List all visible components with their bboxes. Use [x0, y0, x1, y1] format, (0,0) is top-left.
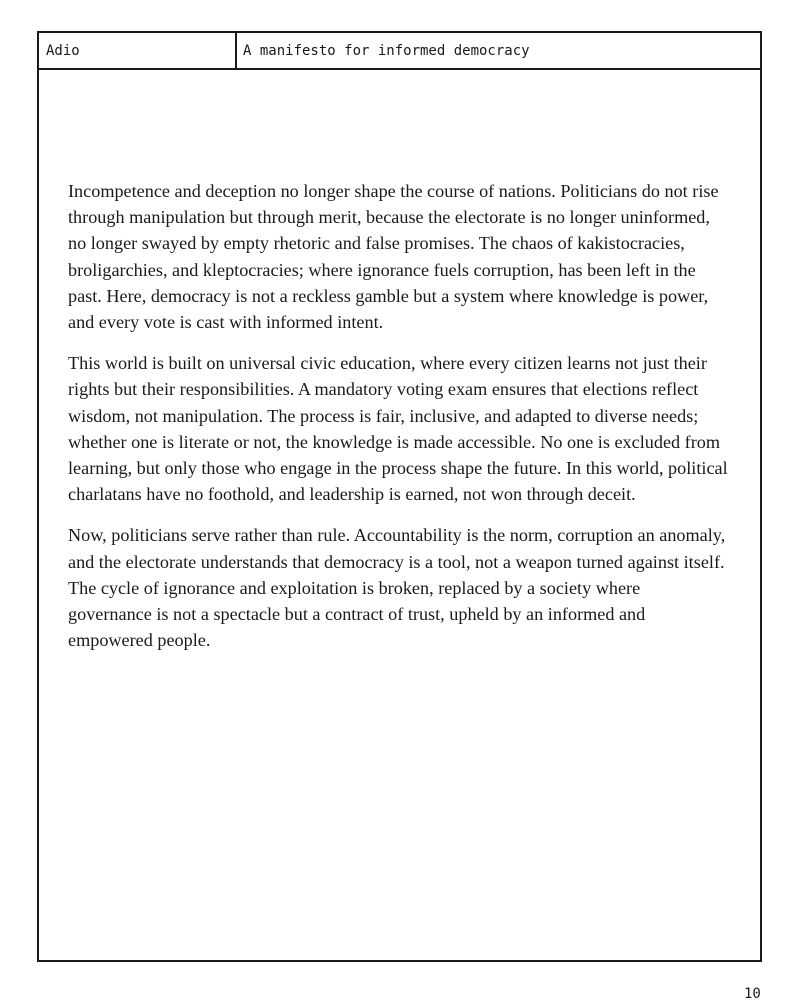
header-bar	[39, 33, 760, 70]
body-text	[68, 178, 728, 668]
page-number: 10	[744, 986, 761, 1002]
paragraph-3: Now, politicians serve rather than rule. Accountability is the norm, corruption an anomaly, and the electorate understands that democracy is a tool, not a weapon turned against itself. The cycle of ignorance and exploitation is broken, replaced by a society where governance is not a spectacle but a contract of trust, upheld by an informed and empowered people.	[68, 525, 726, 651]
document-title: A manifesto for informed democracy	[243, 42, 530, 59]
title-cell	[237, 33, 760, 68]
page-frame	[37, 31, 762, 962]
author-cell	[39, 33, 237, 68]
author-name: Adio	[46, 42, 80, 59]
paragraph-2: This world is built on universal civic education, where every citizen learns not just their rights but their responsibilities. A mandatory voting exam ensures that elections reflect wisdom, not manipulation. The process is fair, inclusive, and adapted to diverse needs; whether one is literate or not, the knowledge is made accessible. No one is excluded from learning, but only those who engage in the process shape the future. In this world, political charlatans have no foothold, and leadership is earned, not won through deceit.	[68, 353, 728, 505]
paragraph-1: Incompetence and deception no longer shape the course of nations. Politicians do not rise through manipulation but through merit, because the electorate is no longer uninformed, no longer swayed by empty rhetoric and false promises. The chaos of kakistocracies, broligarchies, and kleptocracies; where ignorance fuels corruption, has been left in the past. Here, democracy is not a reckless gamble but a system where knowledge is power, and every vote is cast with informed intent.	[68, 181, 719, 333]
